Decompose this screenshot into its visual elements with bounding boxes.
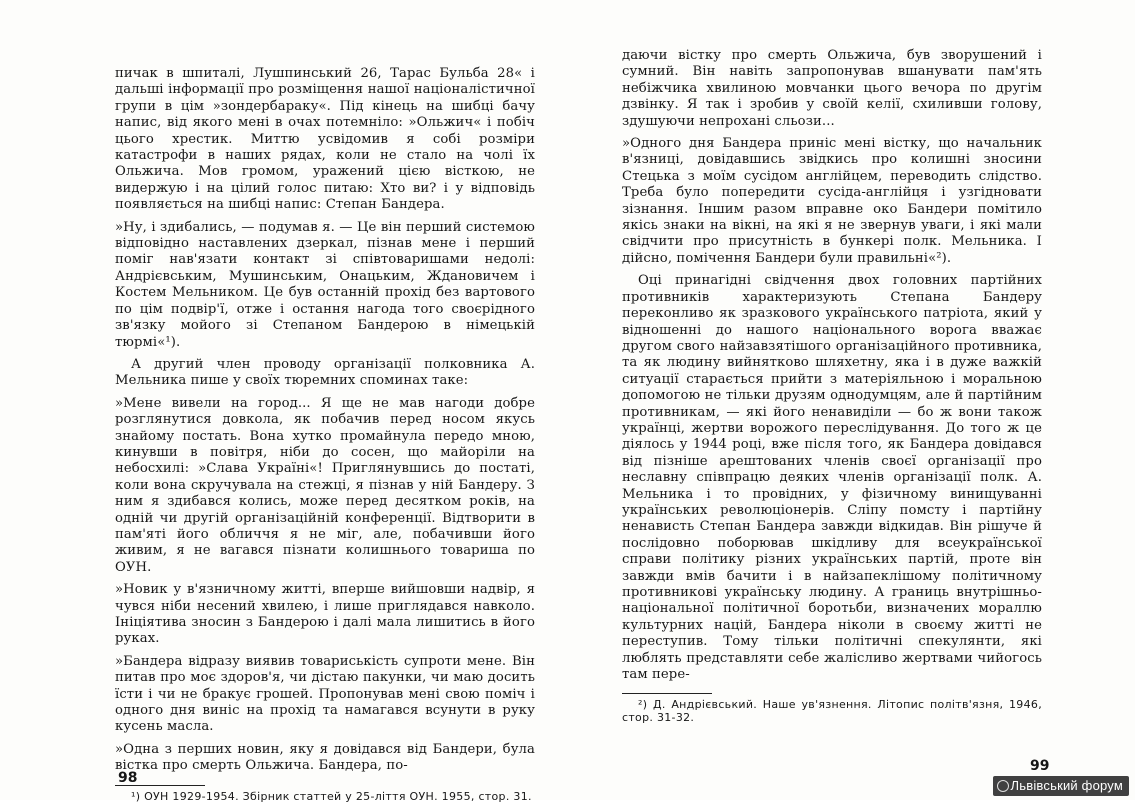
left-paragraph-4: »Мене вивели на город... Я ще не мав нагоди добре розглянутися довкола, як побачив перед носом якусь знайому постать. Вона хутко промайнула передо мною, кинувши в повітря, ніби до сосен, що майоріли на небосхилі: »Слава Україні«! Приглянувшись до постаті, коли вона скручувала на стежці, я пізнав у ній Бандеру. З ним я здибався колись, може перед десятком років, на одній чи другій організаційній конференції. Відтворити в пам'яті його обличчя я не міг, але, побачивши його живим, я не вагався пізнати колишнього товариша по ОУН.: [115, 395, 535, 575]
watermark-label: Львівський форум: [1010, 778, 1123, 793]
left-paragraph-3: А другий член проводу організації полковника А. Мельника пише у своїх тюремних споминах таке:: [115, 356, 535, 389]
left-paragraph-2: »Ну, і здибались, — подумав я. — Це він перший системою відповідно наставлених дзеркал, пізнав мене і перший поміг нав'язати контакт зі співтоваришами недолі: Андрієвським, Мушинським, Онацьким, Ждановичем і Костем Мельником. Це був останній прохід без вартового по цім подвір'ї, отже і остання нагода того своєрідного зв'язку мойого зі Степаном Бандерою в німецькій тюрмі«¹).: [115, 219, 535, 350]
left-paragraph-1: пичак в шпиталі, Лушпинський 26, Тарас Бульба 28« і дальші інформації про розміщення нашої націоналістичної групи в цім »зондербараку«. Під кінець на шибці бачу напис, від якого мені в очах потемніло: »Ольжич« і побіч цього хрестик. Миттю усвідомив я собі розміри катастрофи в наших рядах, коли не стало на чолі їх Ольжича. Мов громом, уражений цією вісткою, не видержую і на цілий голос питаю: Хто ви? і у відповідь появляється на шибці напис: Степан Бандера.: [115, 66, 535, 213]
left-footnote: ¹) ОУН 1929-1954. Збірник статтей у 25-ліття ОУН. 1955, стор. 31.: [131, 789, 532, 803]
right-paragraph-2: »Одного дня Бандера приніс мені вістку, що начальник в'язниці, довідавшись звідкись про колишні зносини Стецька з моїм сусідом англійцем, переводить слідство. Треба було попередити сусіда-англійця і узгідновати зізнання. Іншим разом вправне око Бандери помітило якісь знаки на вікні, на які я не звернув уваги, і які мали свідчити про присутність в бункері полк. Мельника. І дійсно, помічення Бандери були правильні«²).: [622, 136, 1042, 266]
left-paragraph-5: »Новик у в'язничному житті, вперше вийшовши надвір, я чувся ніби несений хвилею, і лише приглядався навколо. Ініціятива зносин з Бандерою і далі мала лишитись в його руках.: [115, 582, 535, 647]
left-page: [115, 66, 535, 803]
right-paragraph-3: Оці принагідні свідчення двох головних партійних противників характеризують Степана Бандеру переконливо як зразкового українського патріота, який у відношенні до нашого національного ворога вважає другом свого найзавзятішого організаційного противника, та як людину вийнятково шляхетну, яка і в дуже важкій ситуації старається прийти з матеріяльною і моральною допомогою не тільки друзям однодумцям, але й партійним противникам, — які його ненавиділи — бо ж вони також українці, жертви ворожого переслідування. До того ж це діялось у 1944 році, вже після того, як Бандера довідався від пізніше арештованих членів своєї організації про неславну співпрацю деяких членів організації полк. А. Мельника і то провідних, у фізичному винищуванні українських революціонерів. Сліпу помсту і партійну ненависть Степан Бандера завжди відкидав. Він рішуче й послідовно поборював шкідливу для всеукраїнської справи політику різних українських партій, проте він завжди вмів бачити і в найзапеклішому політичному противникові українську людину. А границь внутрішньо-національної політичної боротьби, визначених мораллю культурних націй, Бандера ніколи в своєму житті не переступив. Тому тільки політичні спекулянти, які люблять представляти себе жалісливо жертвами чийогось там пере-: [622, 273, 1042, 683]
left-paragraph-7: »Одна з перших новин, яку я довідався від Бандери, була вістка про смерть Ольжича. Бандера, по-: [115, 741, 535, 774]
forum-watermark: [993, 776, 1129, 796]
right-page-number: 99: [1030, 758, 1050, 774]
left-paragraph-6: »Бандера відразу виявив товариськість супроти мене. Він питав про моє здоров'я, чи дістаю пакунки, чи маю досить їсти і чи не бракує грошей. Пропонував мені свою поміч і одного дня виніс на прохід та намагався всунути в руку кусень масла.: [115, 653, 535, 735]
forum-logo-icon: [997, 780, 1009, 792]
right-footnote: ²) Д. Андрієвський. Наше ув'язнення. Літопис політв'язня, 1946, стор. 31-32.: [622, 698, 1042, 725]
right-footnote-divider: [622, 693, 712, 694]
right-paragraph-1: даючи вістку про смерть Ольжича, був зворушений і сумний. Він навіть запропонував вшанувати пам'ять небіжчика хвилиною мовчанки цього вечора по другім дзвінку. Я так і зробив у своїй келії, схиливши голову, здушуючи непрохані сльози...: [622, 48, 1042, 129]
right-page: [622, 48, 1042, 724]
left-page-number: 98: [118, 770, 138, 786]
